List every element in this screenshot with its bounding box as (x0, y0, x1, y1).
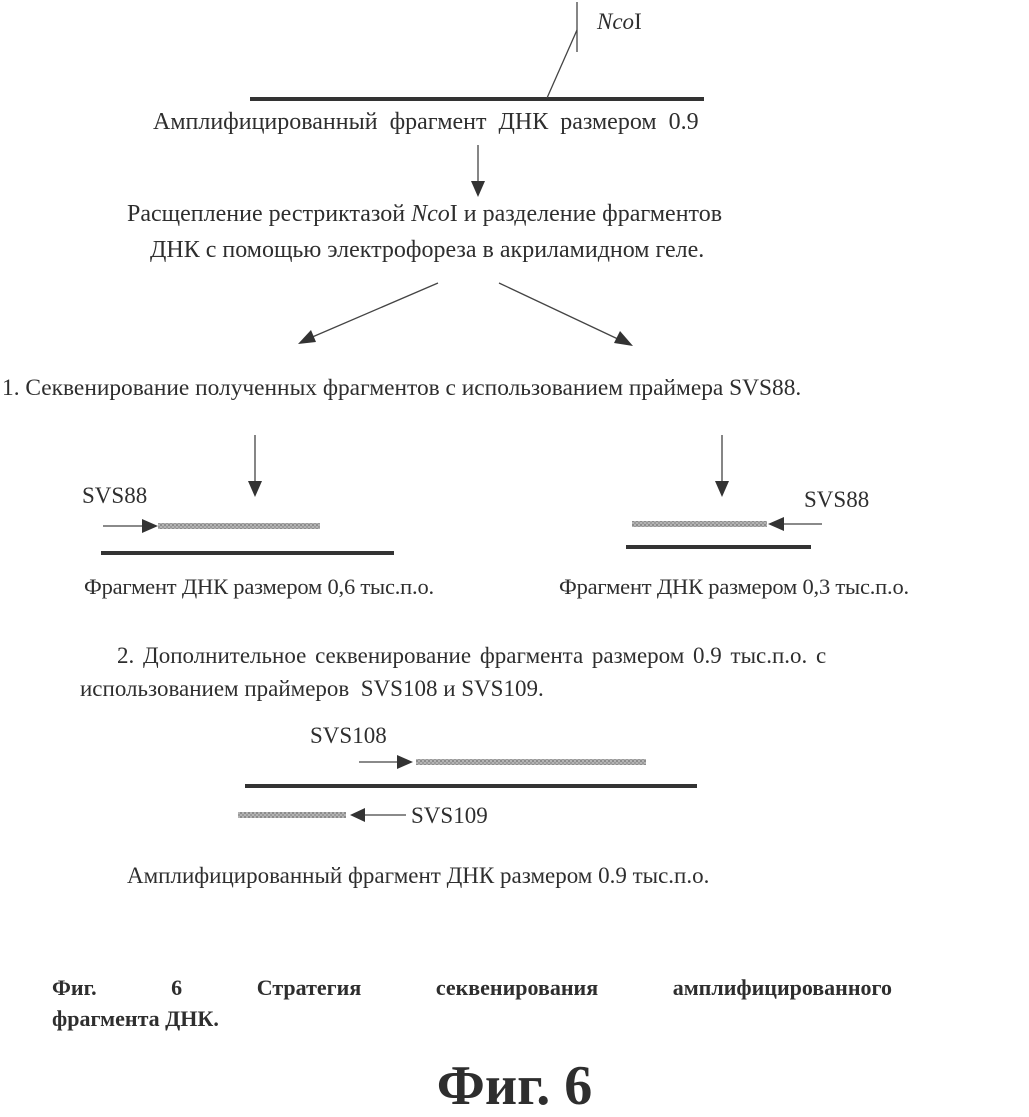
caption-line1: Фиг. 6 Стратегия секвенирования амплифицированного (52, 972, 892, 1003)
sequenced-read-svs109 (238, 812, 346, 818)
primer-label-svs108: SVS108 (310, 724, 387, 747)
figure-caption (52, 972, 892, 1034)
sequenced-read-right (632, 521, 767, 527)
sequenced-read-left (158, 523, 320, 529)
sequencing-diagram (0, 0, 1029, 1112)
caption-line2: фрагмента ДНК. (52, 1003, 892, 1034)
primer-arrow-left-icon (768, 517, 822, 531)
step2-text-line2: использованием праймеров SVS108 и SVS109. (80, 677, 544, 700)
arrow-down-right-icon (499, 283, 633, 346)
arrow-down-left-icon (298, 283, 438, 344)
amplified-fragment-label: Амплифицированный фрагмент ДНК размером 0.9 (153, 110, 699, 134)
step1-sequencing-text: 1. Секвенирование полученных фрагментов с использованием праймера SVS88. (2, 377, 801, 400)
arrow-down-icon (715, 435, 729, 497)
primer-label-svs88-left: SVS88 (82, 484, 147, 507)
primer-arrow-right-icon (103, 519, 158, 533)
sequenced-read-svs108 (416, 759, 646, 765)
digestion-step-line2: ДНК с помощью электрофореза в акриламидном геле. (150, 238, 704, 262)
arrow-down-icon (248, 435, 262, 497)
step2-text-line1: 2. Дополнительное секвенирование фрагмента размером 0.9 тыс.п.о. с (117, 644, 826, 667)
ncoi-site-pointer (547, 30, 577, 98)
fragment-0-6kb-label: Фрагмент ДНК размером 0,6 тыс.п.о. (84, 576, 434, 599)
fragment-0-3kb-label: Фрагмент ДНК размером 0,3 тыс.п.о. (559, 576, 909, 599)
arrow-down-icon (471, 145, 485, 197)
ncoi-site-label: NcoI (597, 10, 642, 33)
digestion-step-line1: Расщепление рестриктазой NcoI и разделение фрагментов (127, 202, 722, 226)
primer-label-svs109: SVS109 (411, 804, 488, 827)
primer-arrow-right-icon (359, 755, 413, 769)
primer-label-svs88-right: SVS88 (804, 488, 869, 511)
figure-number-label: Фиг. 6 (0, 1058, 1029, 1114)
primer-arrow-left-icon (350, 808, 406, 822)
amplified-fragment-bottom-label: Амплифицированный фрагмент ДНК размером 0.9 тыс.п.о. (127, 864, 709, 887)
